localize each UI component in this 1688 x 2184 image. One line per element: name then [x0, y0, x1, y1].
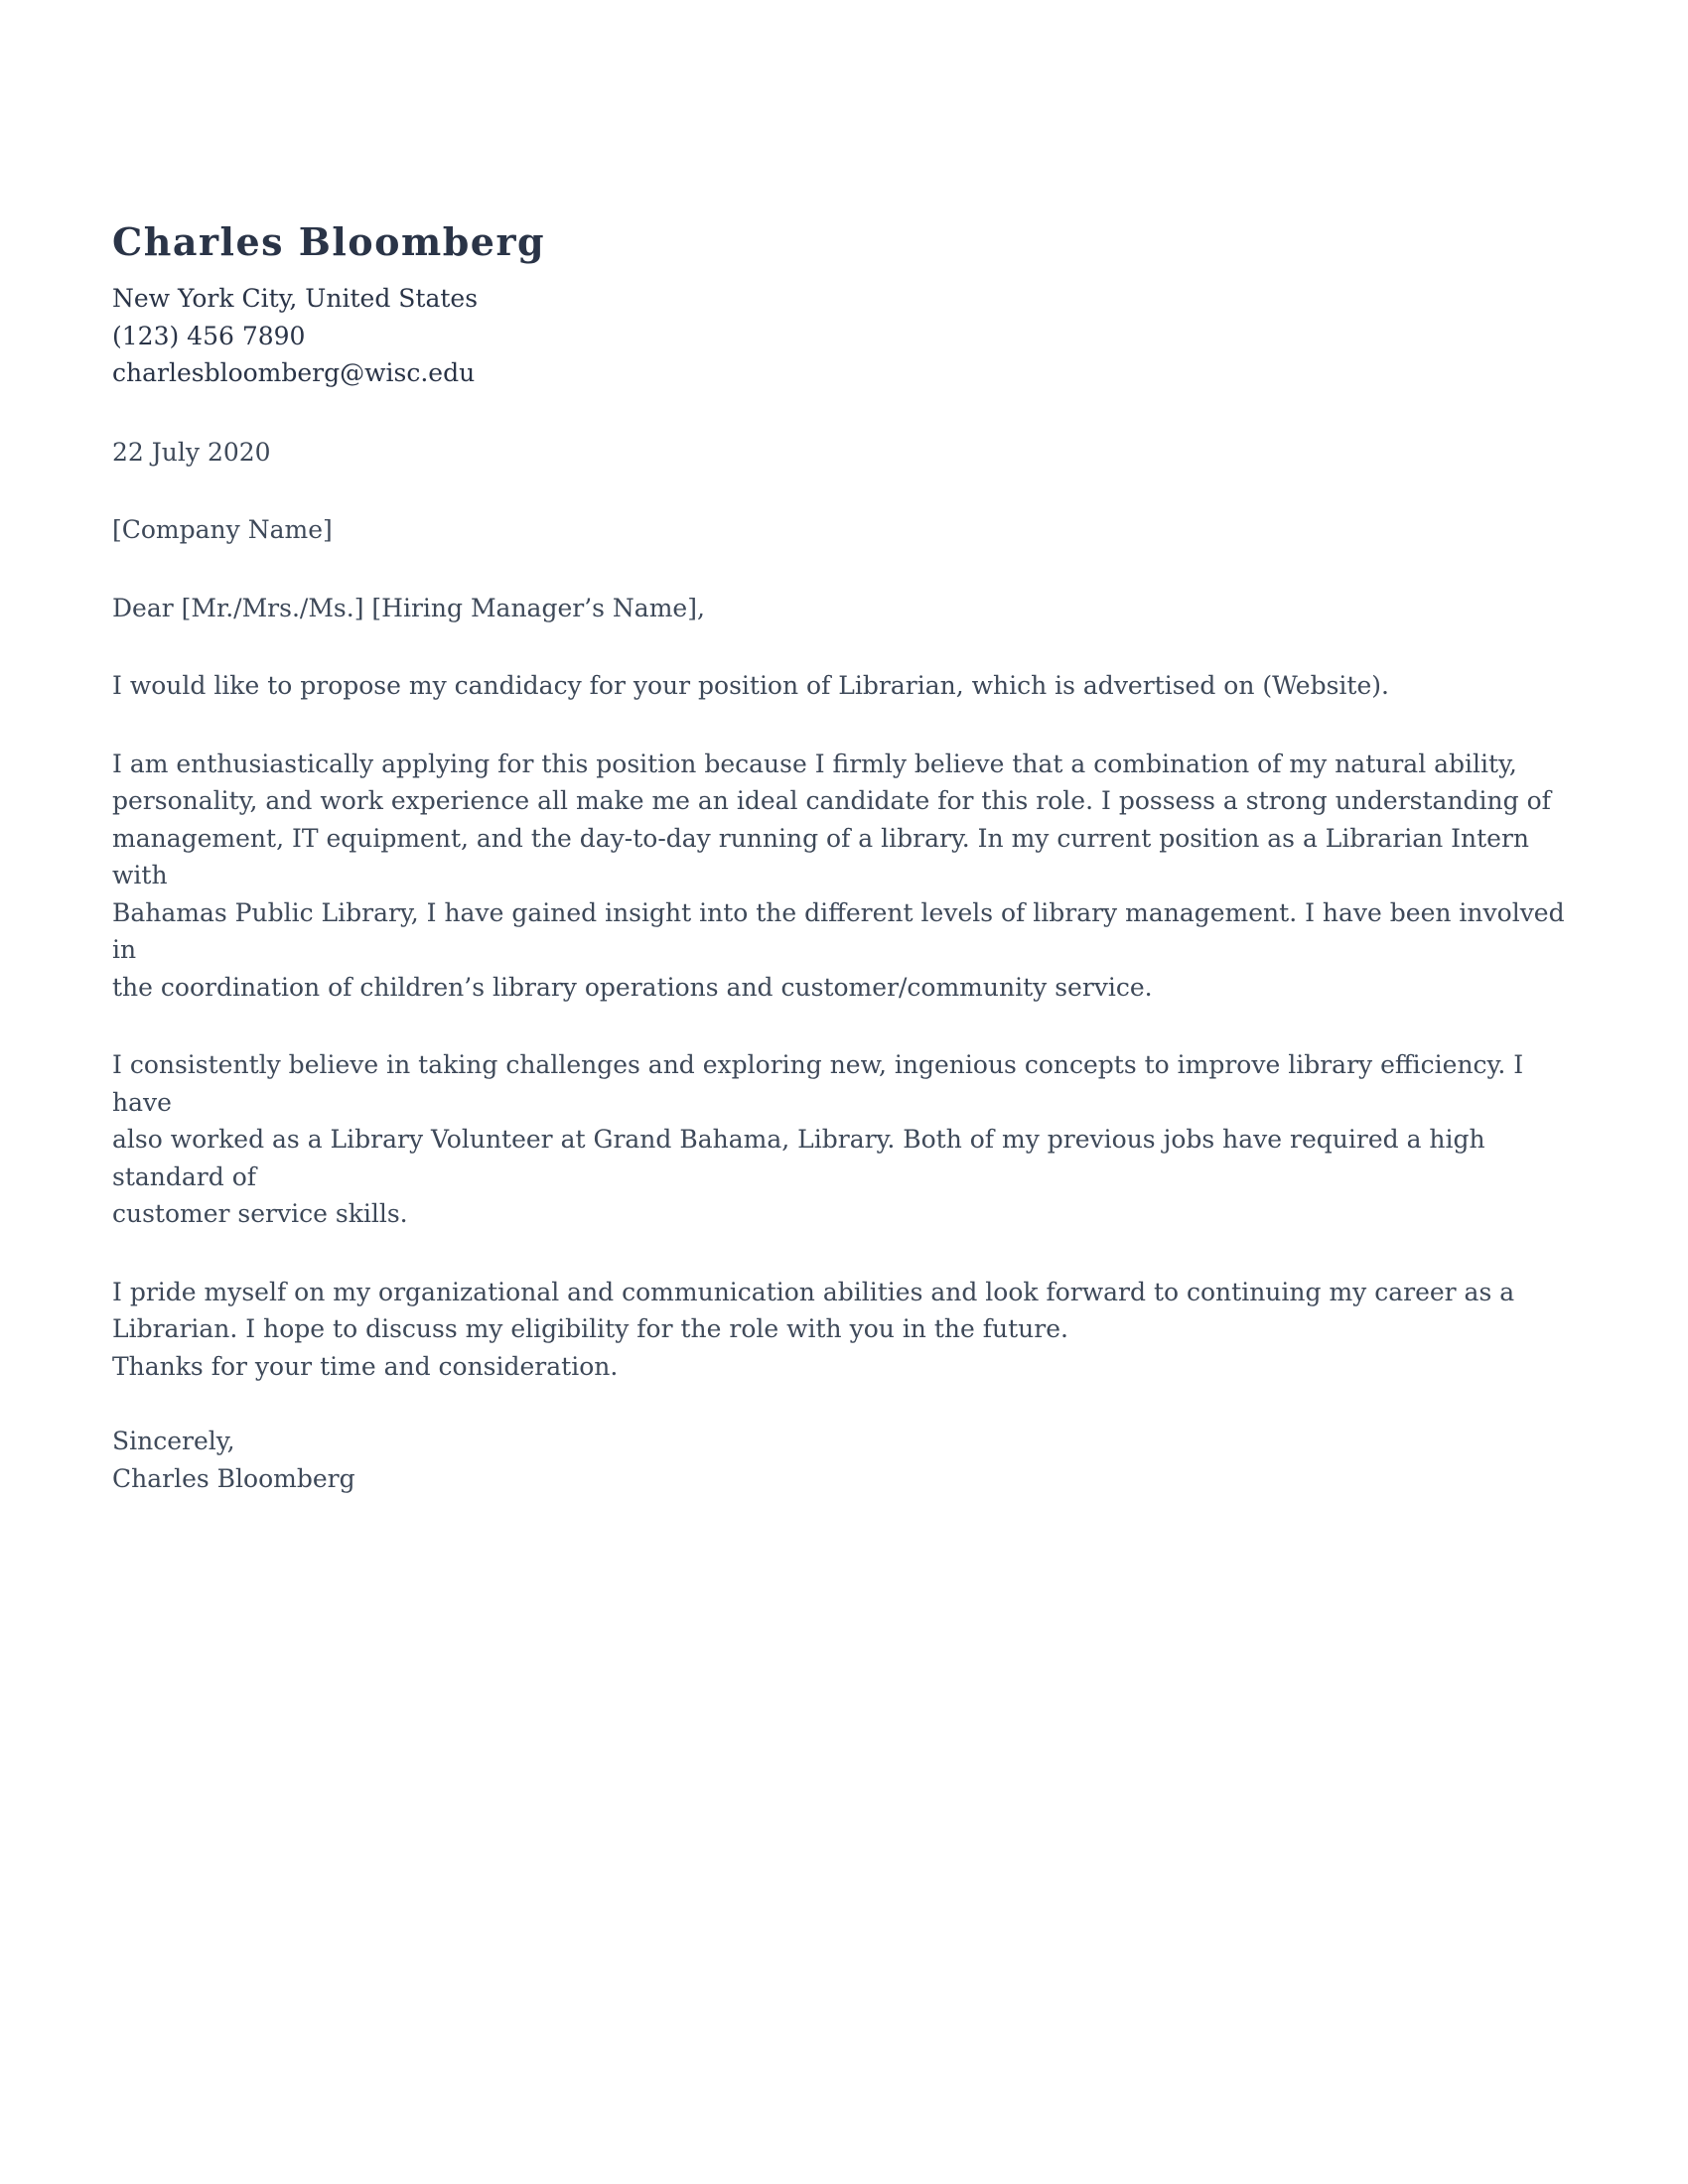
body-paragraph: I consistently believe in taking challenges and exploring new, ingenious concepts to improve library efficiency. I have also worked as a Library Volunteer at Grand Bahama, Library. Both of my previous jobs have required a high standard of customer service skills. — [112, 1050, 1524, 1228]
body-paragraph: I am enthusiastically applying for this position because I firmly believe that a combination of my natural ability, personality, and work experience all make me an ideal candidate for this role. I possess a strong understanding of management, IT equipment, and the day-to-day running of a library. In my current position as a Librarian Intern with Bahamas Public Library, I have gained insight into the different levels of library management. I have been involved in the coordination of children’s library operations and customer/community service. — [112, 749, 1565, 1002]
letter-body — [112, 667, 1572, 1385]
sign-off: Sincerely, — [112, 1427, 235, 1455]
letter-content — [112, 214, 1572, 1497]
sender-phone: (123) 456 7890 — [112, 321, 306, 350]
body-paragraph: I would like to propose my candidacy for your position of Librarian, which is advertised on (Website). — [112, 671, 1389, 700]
letter-date: 22 July 2020 — [112, 437, 271, 467]
sender-name: Charles Bloomberg — [112, 219, 546, 264]
salutation: Dear [Mr./Mrs./Ms.] [Hiring Manager’s Name], — [112, 593, 705, 622]
recipient-company: [Company Name] — [112, 515, 333, 544]
letter-closing — [112, 1423, 1572, 1497]
sender-location: New York City, United States — [112, 284, 479, 313]
body-paragraph: I pride myself on my organizational and communication abilities and look forward to continuing my career as a Librarian. I hope to discuss my eligibility for the role with you in the future. Thanks for your time and consideration. — [112, 1277, 1515, 1381]
sender-header — [112, 214, 1572, 392]
sender-email: charlesbloomberg@wisc.edu — [112, 358, 476, 387]
signature-name: Charles Bloomberg — [112, 1463, 355, 1493]
